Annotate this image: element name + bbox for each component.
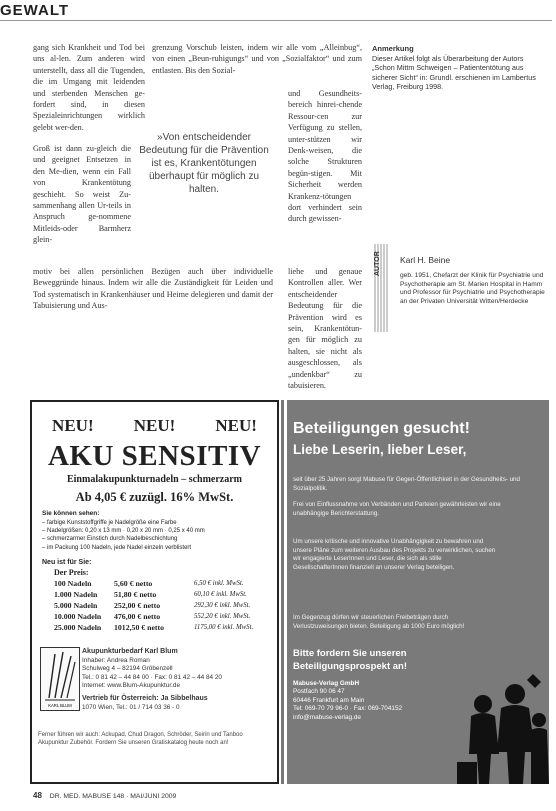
ad-paragraph: Frei von Einflussnahme von Verbänden und Parteien gewährleisten wir eine unabhängige Berichterstattung.: [293, 501, 501, 517]
price-qty: 5.000 Nadeln: [54, 601, 98, 610]
price-net: 51,80 € netto: [114, 590, 157, 599]
address-line: 60446 Frankfurt am Main: [293, 696, 365, 704]
note-heading: Anmerkung: [372, 44, 414, 53]
price-gross: 552,20 € inkl. MwSt.: [194, 613, 251, 620]
price-gross: 1175,00 € inkl. MwSt.: [194, 624, 254, 631]
ad-divider: [281, 400, 284, 784]
sizes-heading: Sie können sehen:: [42, 510, 100, 517]
page-number: 48: [33, 791, 42, 800]
ad-paragraph: Um unsere kritische und innovative Unabhängigkeit zu bewahren und unsere Pläne zum weiteren Ausbau des Projekts zu verwirklichen, suchen wir engagierte LeserInnen und Leser, die sich als stille GesellschafterInnen finanziell an unserer Verlag beteiligen.: [293, 538, 496, 571]
vendor-name: Akupunkturbedarf Karl Blum: [82, 648, 178, 655]
publication-info: DR. MED. MABUSE 148 · MAI/JUNI 2009: [49, 793, 177, 800]
sizes-item: – Nadelgrößen: 0,20 x 13 mm · 0,20 x 20 mm · 0,25 x 40 mm: [42, 528, 205, 535]
vendor-line: Inhaber: Andrea Roman: [82, 656, 150, 664]
sizes-item: – farbige Kunststoffgriffe je Nadelgröße eine Farbe: [42, 520, 177, 526]
price-row: [54, 623, 274, 633]
vendor-website[interactable]: Internet: www.Blum-Akupunktur.de: [82, 682, 181, 690]
neu-row: [32, 416, 277, 436]
price-net: 5,60 € netto: [114, 579, 153, 588]
ad-footer-text: Ferner führen wir auch: Ackupad, Chud Dragon, Schröder, Seirin und Tanboo Akupunktur Zubehör. Fordern Sie unseren Gratiskatalog heute noch an!: [38, 732, 243, 746]
price-net: 1012,50 € netto: [114, 623, 165, 632]
sizes-item: – im Packung 100 Nadeln, jede Nadel einzeln verblistert: [42, 544, 192, 551]
logo-text: KARL BLUM: [48, 703, 72, 708]
sizes-item: – schmerzarmer Einstich durch Nadelbeschichtung: [42, 536, 178, 543]
phone-line: Tel: 069-70 79 96-0 · Fax: 069-704152: [293, 705, 403, 713]
article-col1-bottom: motiv bei allen persönlichen Bezügen auch über individuelle Beweggründe hinaus. Indem wir alle die Zuständigkeit für Leiden und Tod systematisch in Krankenhäuser und Heime delegieren und damit der Tabuisierung und Aus-: [33, 267, 273, 311]
ad-title: AKU SENSITIV: [47, 440, 262, 472]
vendor-line: Schulweg 4 – 82194 Gröbenzell: [82, 665, 173, 673]
neu-label: NEU!: [133, 416, 176, 435]
publisher-name: Mabuse-Verlag GmbH: [293, 680, 360, 687]
price-table-heading: Der Preis:: [54, 568, 89, 577]
publisher-address: [293, 680, 453, 722]
needle-graphic-icon: [41, 648, 79, 710]
price-qty: 10.000 Nadeln: [54, 612, 102, 621]
address-line: Postfach 90 06 47: [293, 688, 345, 696]
note-box: [372, 44, 546, 92]
ad-price: Ab 4,05 € zuzügl. 16% MwSt.: [75, 490, 234, 504]
sizes-list: [42, 519, 272, 552]
vendor-line: Tel.: 0 81 42 – 44 84 00 · Fax: 0 81 42 – 44 84 20: [82, 673, 222, 681]
price-gross: 60,10 € inkl. MwSt.: [194, 591, 247, 598]
ad-subtitle: Liebe Leserin, lieber Leser,: [293, 442, 467, 457]
vendor-at-line: 1070 Wien, Tel.: 01 / 714 03 36 - 0: [82, 703, 180, 711]
page-footer: [33, 791, 176, 800]
section-header: GEWALT: [0, 2, 70, 19]
save-heading: Neu ist für Sie:: [42, 559, 92, 566]
price-row: [54, 612, 274, 622]
ad-title: Beteiligungen gesucht!: [293, 420, 470, 437]
ad-paragraph: seit über 25 Jahren sorgt Mabuse für Gegen-Öffentlichkeit in der Gesundheits- und Sozialpolitik.: [293, 476, 520, 492]
neu-label: NEU!: [215, 416, 257, 435]
ad-paragraph: Im Gegenzug dürfen wir steuerlichen Freibeträgen durch Verlustzuweisungen bieten. Beteiligung ab 1000 Euro möglich!: [293, 614, 465, 630]
vendor-at-heading: Vertrieb für Österreich: Ja Sibbelhaus: [82, 694, 208, 702]
pull-quote: »Von entscheidender Bedeutung für die Prävention ist es, Krankentötungen überhaupt für möglich zu halten.: [139, 132, 269, 195]
header-rule: [0, 20, 552, 21]
article-col1-mid: Groß ist dann zu-gleich die und geeignet Entsetzen in den Me-dien, wenn ein Fall von Krankentötung geschieht. So weist Zu-sammenhang allen Ur-teils in Anspruch ge-nommene Mitleids-oder Barmherz glein-: [33, 144, 131, 245]
author-bio: geb. 1951, Chefarzt der Klinik für Psychiatrie und Psychotherapie am St. Marien Hospital in Hamm und Professor für Psychiatrie und Psychotherapie an der Privaten Universität Witten/Herdecke: [400, 272, 545, 305]
ad-mabuse-beteiligung[interactable]: [287, 400, 549, 784]
price-row: [54, 590, 274, 600]
price-net: 252,00 € netto: [114, 601, 161, 610]
price-gross: 292,30 € inkl. MwSt.: [194, 602, 251, 609]
crowd-silhouette-icon: [453, 674, 549, 784]
article-col2-top: grenzung Vorschub leisten, indem wir alle vom „Alleinbug“, von einen „Beun-ruhigungs“ und von „Sozialfaktor“ und zum entlasten. Bis den Sozial-: [152, 43, 362, 75]
call-to-action: Bitte fordern Sie unseren Beteiligungsprospekt an!: [293, 648, 408, 672]
price-qty: 1.000 Nadeln: [54, 590, 98, 599]
author-name: Karl H. Beine: [400, 255, 451, 265]
article-col2-bottom: liehe und genaue Kontrollen aller. Wer entscheidender Bedeutung für die Prävention wird es sein, Krankentötun-gen für möglich zu halten, sie nicht als ausgeschlossen, als „undenkbar“ zu tabuisieren.: [288, 267, 362, 391]
price-net: 476,00 € netto: [114, 612, 161, 621]
article-col1-top: gang sich Krankheit und Tod bei uns al-len. Zum anderen wird unterstellt, dass all die Tugenden, die im Umgang mit leidenden und sterbenden Menschen ge-fordert sind, in diesen Spezialeinrichtungen wirklich gelebt wer-den.: [33, 43, 145, 132]
ad-aku-sensitiv[interactable]: [30, 400, 279, 784]
price-row: [54, 601, 274, 611]
price-row: [54, 579, 274, 589]
vendor-info: [82, 648, 274, 712]
email-link[interactable]: info@mabuse-verlag.de: [293, 713, 361, 721]
karl-blum-logo: [40, 647, 80, 711]
note-text: Dieser Artikel folgt als Überarbeitung der Autors „Schon Mittm Schweigen – Patiententötung aus sicherer Sicht“ in: Grundl. erschienen im Lambertus Verlag, Freiburg 1998.: [372, 53, 536, 92]
price-gross: 6,50 € inkl. MwSt.: [194, 580, 244, 587]
ad-subtitle: Einmalakupunkturnadeln – schmerzarm: [66, 474, 243, 485]
price-qty: 100 Nadeln: [54, 579, 92, 588]
article-col3-top: und Gesundheits-bereich hinrei-chende Ressour-cen zur Verfügung zu stellen, unter-stützen wir Denk-weisen, die solche Strukturen begün-stigen. Mit Sicherheit werden Krankenz-tötungen dort verhindert sein durch gewissen-: [288, 89, 362, 224]
author-label: AUTOR: [374, 251, 381, 277]
price-qty: 25.000 Nadeln: [54, 623, 102, 632]
neu-label: NEU!: [52, 416, 94, 435]
